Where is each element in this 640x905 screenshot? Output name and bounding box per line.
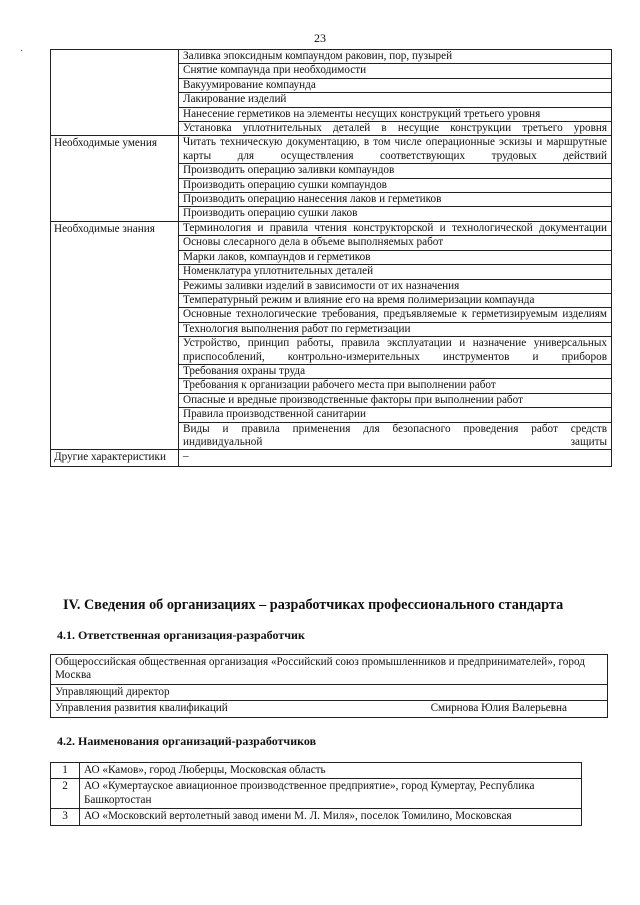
responsible-person: Смирнова Юлия Валерьевна [430, 702, 567, 715]
responsible-department: Управления развития квалификаций [55, 702, 228, 715]
section-title: IV. Сведения об организациях – разработчиках профессионального стандарта [63, 597, 564, 613]
knowledge-item: Виды и правила применения для безопасного проведения работ средств индивидуальной защиты [179, 422, 612, 450]
other-value: – [179, 450, 612, 466]
responsible-position: Управляющий директор [51, 684, 608, 700]
knowledge-item: Требования охраны труда [179, 364, 612, 378]
knowledge-item: Технология выполнения работ по герметизации [179, 322, 612, 336]
knowledge-item: Требования к организации рабочего места при выполнении работ [179, 379, 612, 393]
responsible-org-name: Общероссийская общественная организация «Российский союз промышленников и предпринимателей», город Москва [51, 655, 608, 685]
page-number: 23 [314, 31, 326, 45]
action-item: Заливка эпоксидным компаундом раковин, пор, пузырей [179, 50, 612, 64]
skill-item: Производить операцию сушки лаков [179, 207, 612, 221]
knowledge-item: Опасные и вредные производственные факторы при выполнении работ [179, 393, 612, 407]
action-item: Вакуумирование компаунда [179, 78, 612, 92]
other-label: Другие характеристики [51, 450, 179, 466]
knowledge-item: Основные технологические требования, предъявляемые к герметизируемым изделиям [179, 308, 612, 322]
knowledge-item: Марки лаков, компаундов и герметиков [179, 250, 612, 264]
skill-item: Производить операцию сушки компаундов [179, 178, 612, 192]
actions-label-cell [51, 50, 179, 136]
margin-mark: · [20, 46, 24, 57]
developer-number: 1 [51, 763, 80, 779]
responsible-heading: 4.1. Ответственная организация-разработчик [57, 628, 305, 642]
actions-row [51, 50, 612, 64]
knowledge-item: Номенклатура уплотнительных деталей [179, 265, 612, 279]
knowledge-item: Терминология и правила чтения конструкторской и технологической документации [179, 221, 612, 235]
developers-table [50, 762, 582, 826]
developer-name: АО «Московский вертолетный завод имени М. Л. Миля», поселок Томилино, Московская [80, 809, 582, 825]
developer-name: АО «Камов», город Люберцы, Московская область [80, 763, 582, 779]
action-item: Снятие компаунда при необходимости [179, 64, 612, 78]
knowledge-label: Необходимые знания [51, 221, 179, 450]
developers-heading: 4.2. Наименования организаций-разработчиков [57, 734, 317, 748]
developer-row [51, 779, 582, 809]
skill-item: Производить операцию нанесения лаков и герметиков [179, 193, 612, 207]
skills-label: Необходимые умения [51, 136, 179, 221]
action-item: Установка уплотнительных деталей в несущие конструкции третьего уровня [179, 122, 612, 136]
action-item: Нанесение герметиков на элементы несущих конструкций третьего уровня [179, 107, 612, 121]
responsible-org-table [50, 654, 608, 718]
competency-table [50, 49, 612, 467]
knowledge-item: Устройство, принцип работы, правила эксплуатации и назначение универсальных приспособлений, контрольно-измерительных инструментов и приборов [179, 337, 612, 365]
developer-name: АО «Кумертауское авиационное производственное предприятие», город Кумертау, Республика Башкортостан [80, 779, 582, 809]
developer-row [51, 809, 582, 825]
action-item: Лакирование изделий [179, 93, 612, 107]
knowledge-item: Температурный режим и влияние его на время полимеризации компаунда [179, 293, 612, 307]
knowledge-item: Основы слесарного дела в объеме выполняемых работ [179, 236, 612, 250]
skill-item: Производить операцию заливки компаундов [179, 164, 612, 178]
developer-number: 2 [51, 779, 80, 809]
knowledge-item: Режимы заливки изделий в зависимости от их назначения [179, 279, 612, 293]
responsible-signature-row [51, 701, 608, 717]
developer-row [51, 763, 582, 779]
skill-item: Читать техническую документацию, в том числе операционные эскизы и маршрутные карты для осуществления соответствующих трудовых действий [179, 136, 612, 164]
developer-number: 3 [51, 809, 80, 825]
knowledge-item: Правила производственной санитарии [179, 408, 612, 422]
